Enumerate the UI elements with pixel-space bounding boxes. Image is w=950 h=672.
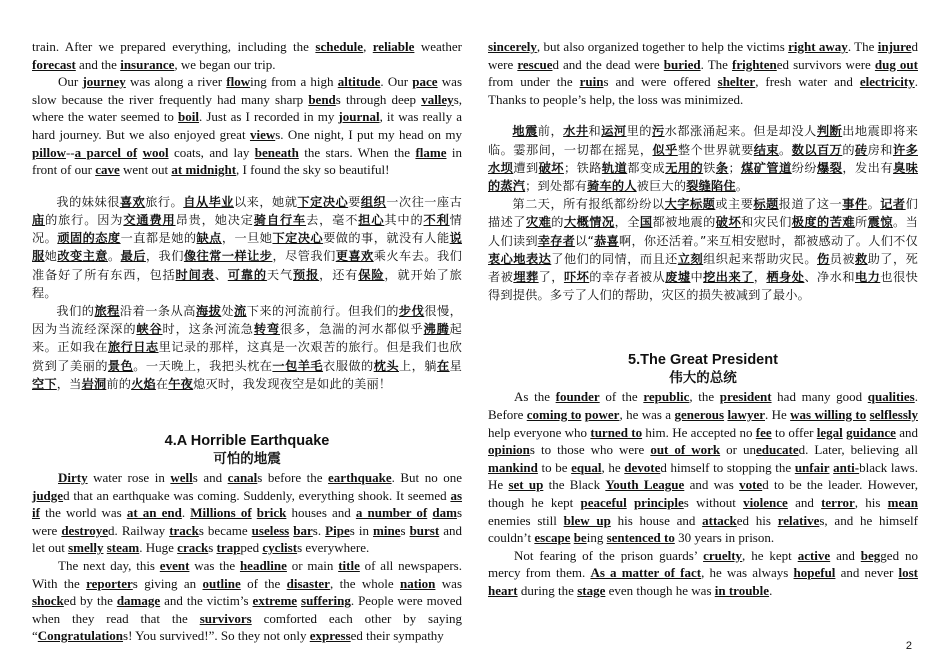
vocab-term: 像往常一样让步 bbox=[183, 249, 273, 264]
vocab-term: principle bbox=[633, 494, 684, 510]
story4-english-continuation: sincerely, but also organized together to help the victims right away. The injured were rescued and the dead were buried. The frightened survivors were dug out from under the ruins and were offered shelter, fresh water and electricity. Thanks to people’s help, the loss was minimized. bbox=[488, 39, 918, 107]
vocab-term: damage bbox=[116, 593, 161, 609]
vocab-term: 国 bbox=[639, 215, 653, 230]
vocab-term: well bbox=[170, 469, 193, 485]
vocab-term: 判断 bbox=[816, 124, 843, 139]
vocab-term: schedule bbox=[315, 39, 364, 54]
vocab-term: Dirty bbox=[58, 469, 88, 485]
vocab-term: canal bbox=[227, 469, 258, 485]
vocab-term: out of work bbox=[650, 442, 721, 458]
vocab-term: 吓坏 bbox=[563, 270, 590, 284]
vocab-term: 电力 bbox=[854, 270, 881, 284]
vocab-term: useless bbox=[251, 522, 290, 538]
vocab-term: Congratulation bbox=[37, 628, 124, 644]
vocab-term: mean bbox=[887, 494, 919, 510]
vocab-term: 破坏 bbox=[715, 215, 742, 230]
vocab-term: valley bbox=[421, 91, 454, 107]
vocab-term: 最后 bbox=[120, 249, 146, 264]
vocab-term: a number of bbox=[355, 505, 428, 521]
vocab-term: bar bbox=[293, 522, 313, 538]
vocab-term: at midnight bbox=[171, 162, 237, 178]
vocab-term: 立刻 bbox=[677, 251, 704, 266]
vocab-term: injure bbox=[877, 39, 912, 54]
vocab-term: 数以百万 bbox=[791, 142, 843, 157]
vocab-term: 不利 bbox=[423, 212, 450, 227]
vocab-term: express bbox=[309, 628, 351, 644]
vocab-term: 改变主意 bbox=[57, 249, 108, 264]
vocab-term: pillow bbox=[32, 144, 66, 160]
story5-chinese-title: 伟大的总统 bbox=[669, 370, 737, 387]
vocab-term: at an end bbox=[126, 505, 182, 521]
vocab-term: rescue bbox=[517, 56, 553, 72]
vocab-term: 更喜欢 bbox=[335, 249, 374, 264]
vocab-term: Millions of bbox=[190, 505, 252, 521]
vocab-term: 许多水坝 bbox=[488, 142, 918, 175]
vocab-term: 极度的苦难 bbox=[791, 215, 855, 230]
vocab-term: 挖出来了 bbox=[703, 270, 754, 284]
vocab-term: 破坏 bbox=[538, 160, 564, 175]
vocab-term: dug out bbox=[874, 56, 918, 72]
vocab-term: 在 bbox=[436, 358, 450, 373]
story4-title: 4.A Horrible Earthquake bbox=[164, 432, 330, 449]
vocab-term: 臭味的蒸汽 bbox=[488, 160, 919, 193]
vocab-term: lawyer bbox=[727, 407, 765, 422]
vocab-term: 旅行日志 bbox=[107, 340, 159, 355]
vocab-term: right away bbox=[788, 39, 848, 54]
vocab-term: 运河 bbox=[601, 124, 627, 139]
vocab-term: 埋葬 bbox=[513, 270, 539, 284]
vocab-term: cave bbox=[95, 162, 120, 178]
right-column bbox=[488, 38, 918, 600]
vocab-term: bend bbox=[308, 91, 336, 107]
vocab-term: 担心 bbox=[358, 212, 385, 227]
vocab-term: legal bbox=[816, 424, 843, 440]
vocab-term: 地震 bbox=[512, 124, 538, 139]
vocab-term: 裂缝陷住 bbox=[686, 178, 736, 193]
vocab-term: 步伐 bbox=[398, 303, 425, 318]
vocab-term: vote bbox=[739, 477, 763, 493]
vocab-term: brick bbox=[256, 505, 287, 521]
vocab-term: 污 bbox=[651, 124, 665, 139]
story3-chinese-paragraph-2: 我们的旅程沿着一条从高海拔处流下来的河流前行。但我们的步伐很慢，因为当流经深深的峡谷时，这条河流急转弯很多，急湍的河水都似乎沸腾起来。正如我在旅行日志里记录的那样，这真是一次艰苦的旅行。但是我们也欣赏到了美丽的景色。一天晚上，我把头枕在一包羊毛衣服做的枕头上，躺在星空下，当岩洞前的火焰在午夜熄灭时，我发现夜空是如此的美丽！ bbox=[32, 303, 463, 391]
vocab-term: opinion bbox=[488, 442, 530, 458]
vocab-term: heart bbox=[488, 582, 518, 598]
vocab-term: 记者 bbox=[880, 197, 906, 212]
story4-english-paragraph-2: The next day, this event was the headline or main title of all newspapers. With the reporters giving an outline of the disaster, the whole nation was shocked by the damage and the victim’s extreme suffering. People were moved when they read that the survivors comforted each other by saying “Congratulations! You survived!”. So they not only expressed their sympathy bbox=[32, 557, 463, 644]
vocab-term: 骑车的人 bbox=[587, 178, 637, 193]
vocab-term: 标题 bbox=[753, 197, 779, 212]
vocab-term: disaster bbox=[286, 575, 330, 591]
story4-english-paragraph-1: Dirty water rose in wells and canals before the earthquake. But no one judged that an earthquake was coming. Suddenly, everything shook. It seemed as if the world was at an end. Millions of brick houses and a number of dams were destroyed. Railway tracks became useless bars. Pipes in mines burst and let out smelly steam. Huge cracks trapped cyclists everywhere. bbox=[32, 469, 463, 556]
vocab-term: extreme bbox=[252, 593, 298, 609]
vocab-term: peaceful bbox=[580, 494, 627, 510]
vocab-term: electricity bbox=[859, 74, 915, 90]
vocab-term: 幸存者 bbox=[537, 233, 576, 248]
vocab-term: 枕头 bbox=[373, 358, 399, 373]
vocab-term: 旅程 bbox=[94, 303, 120, 318]
vocab-term: 大字标题 bbox=[664, 197, 716, 212]
vocab-term: 煤矿管道 bbox=[740, 160, 792, 175]
vocab-term: was willing to bbox=[790, 407, 867, 422]
vocab-term: 大概情况 bbox=[563, 215, 615, 230]
story4-chinese-paragraph-2: 第二天，所有报纸都纷纷以大字标题或主要标题报道了这一事件。记者们描述了灾难的大概情况，全国都被地震的破坏和灾民们极度的苦难所震惊。当人们读到幸存者以“恭喜啊，你还活着。”来互相安慰时，都被感动了。人们不仅衷心地表达了他们的同情，而且还立刻组织起来帮助灾民。伤员被救助了，死者被埋葬了，吓坏的幸存者被从废墟中挖出来了，栖身处、净水和电力也很快得到提供。多亏了人们的帮助，灾区的损失被减到了最小。 bbox=[488, 197, 919, 303]
vocab-term: violence bbox=[743, 494, 788, 510]
vocab-term: coming to bbox=[526, 407, 582, 422]
story5-title: 5.The Great President bbox=[628, 352, 778, 369]
vocab-term: reporter bbox=[86, 575, 133, 591]
story3-chinese-paragraph-1: 我的妹妹很喜欢旅行。自从毕业以来，她就下定决心要组织一次往一座古庙的旅行。因为交通费用昂贵，她决定骑自行车去，毫不担心其中的不利情况。顽固的态度一直都是她的缺点，一旦她下定决心要做的事，就没有人能说服她改变主意。最后，我们像往常一样让步，尽管我们更喜欢乘火车去。我们准备好了所有东西，包括时间表、可靠的天气预报，还有保险，就开始了旅程。 bbox=[32, 194, 463, 300]
vocab-term: 沸腾 bbox=[423, 322, 450, 337]
vocab-term: relative bbox=[777, 512, 820, 528]
vocab-term: terror bbox=[821, 494, 855, 510]
vocab-term: 震惊 bbox=[867, 215, 893, 230]
story5-english-paragraph-1: As the founder of the republic, the president had many good qualities. Before coming to power, he was a generous lawyer. He was willing to selflessly help everyone who turned to him. He accepted no fee to offer legal guidance and opinions to those who were out of work or uneducated. Later, believing all mankind to be equal, he devoted himself to stopping the unfair anti-black laws. He set up the Black Youth League and was voted to be the leader. However, though he kept peaceful principles without violence and terror, his mean enemies still blew up his house and attacked his relatives, and he himself couldn’t escape being sentenced to 30 years in prison. bbox=[488, 389, 919, 546]
vocab-term: journal bbox=[338, 109, 380, 125]
vocab-term: insurance bbox=[120, 56, 175, 72]
vocab-term: founder bbox=[555, 389, 600, 405]
vocab-term: 废墟 bbox=[665, 270, 691, 284]
vocab-term: power bbox=[584, 407, 620, 422]
vocab-term: president bbox=[719, 389, 772, 405]
vocab-term: destroye bbox=[61, 522, 109, 538]
vocab-term: ruin bbox=[579, 74, 604, 90]
vocab-term: title bbox=[338, 557, 360, 573]
vocab-term: 伤 bbox=[817, 251, 830, 266]
vocab-term: Youth League bbox=[605, 477, 685, 493]
vocab-term: 结束 bbox=[753, 142, 780, 157]
vocab-term: 午夜 bbox=[168, 376, 194, 391]
vocab-term: lost bbox=[898, 565, 919, 581]
vocab-term: dam bbox=[432, 505, 457, 521]
vocab-term: 下定决心 bbox=[272, 231, 324, 246]
vocab-term: buried bbox=[663, 56, 701, 72]
vocab-term: 水井 bbox=[563, 124, 589, 139]
vocab-term: 缺点 bbox=[196, 231, 222, 246]
vocab-term: 岩洞 bbox=[81, 376, 107, 391]
vocab-term: cruelty bbox=[703, 547, 743, 563]
vocab-term: 流 bbox=[234, 303, 247, 318]
left-column bbox=[32, 38, 462, 645]
vocab-term: fee bbox=[755, 424, 772, 440]
vocab-term: 下定决心 bbox=[297, 194, 349, 209]
vocab-term: 交通费用 bbox=[123, 212, 176, 227]
story4-chinese-paragraph-1: 地震前，水井和运河里的污水都涨涌起来。但是却没人判断出地震即将来临。霎那间，一切都在摇晃，似乎整个世界就要结束。数以百万的砖房和许多水坝遭到破坏；铁路轨道都变成无用的铁条；煤矿管道纷纷爆裂，发出有臭味的蒸汽；到处都有骑车的人被巨大的裂缝陷住。 bbox=[488, 124, 919, 193]
vocab-term: frighten bbox=[731, 56, 777, 72]
vocab-term: set up bbox=[508, 477, 544, 493]
vocab-term: devote bbox=[624, 459, 661, 475]
vocab-term: qualities bbox=[867, 389, 915, 405]
vocab-term: 砖 bbox=[854, 142, 868, 157]
vocab-term: event bbox=[159, 557, 190, 573]
story4-chinese-title: 可怕的地震 bbox=[213, 450, 281, 467]
vocab-term: shock bbox=[32, 593, 64, 609]
vocab-term: suffering bbox=[301, 593, 351, 609]
vocab-term: 骑自行车 bbox=[253, 212, 307, 227]
vocab-term: republic bbox=[643, 389, 690, 405]
vocab-term: 似乎 bbox=[652, 142, 678, 157]
vocab-term: 无用的 bbox=[665, 160, 704, 175]
page-number: 2 bbox=[905, 640, 912, 652]
vocab-term: 救 bbox=[855, 251, 868, 266]
vocab-term: cyclist bbox=[262, 540, 298, 556]
vocab-term: in trouble bbox=[714, 582, 770, 598]
vocab-term: flow bbox=[226, 74, 251, 90]
vocab-term: beg bbox=[860, 547, 881, 563]
vocab-term: hopeful bbox=[793, 565, 836, 581]
vocab-term: generous bbox=[674, 407, 725, 422]
vocab-term: 轨道 bbox=[601, 160, 628, 175]
vocab-term: view bbox=[249, 126, 276, 142]
vocab-term: trap bbox=[216, 540, 241, 556]
vocab-term: outline bbox=[202, 575, 241, 591]
vocab-term: 火焰 bbox=[131, 376, 156, 391]
vocab-term: escape bbox=[534, 530, 571, 546]
story5-english-paragraph-2: Not fearing of the prison guards’ cruelty, he kept active and begged no mercy from them. As a matter of fact, he was always hopeful and never lost heart during the stage even though he was in trouble. bbox=[488, 547, 919, 598]
vocab-term: 可靠的 bbox=[227, 267, 267, 282]
vocab-term: shelter bbox=[717, 74, 756, 90]
vocab-term: equal bbox=[571, 459, 602, 475]
vocab-term: judge bbox=[32, 487, 64, 503]
vocab-term: 喜欢 bbox=[119, 194, 146, 209]
vocab-term: 说服 bbox=[32, 231, 463, 264]
vocab-term: stage bbox=[577, 582, 606, 598]
vocab-term: active bbox=[797, 547, 831, 563]
vocab-term: 爆裂 bbox=[817, 160, 843, 175]
vocab-term: Pipe bbox=[325, 522, 350, 538]
vocab-term: boil bbox=[178, 109, 199, 125]
vocab-term: sincerely bbox=[488, 39, 537, 54]
vocab-term: altitude bbox=[337, 74, 381, 90]
vocab-term: educate bbox=[756, 442, 799, 458]
vocab-term: as if bbox=[32, 487, 462, 521]
vocab-term: 灾难 bbox=[525, 215, 552, 230]
vocab-term: 栖身处 bbox=[766, 270, 805, 284]
vocab-term: journey bbox=[82, 74, 126, 90]
vocab-term: wool bbox=[142, 144, 169, 160]
vocab-term: selflessly bbox=[869, 407, 918, 422]
vocab-term: anti- bbox=[833, 459, 860, 475]
vocab-term: 海拔 bbox=[195, 303, 222, 318]
vocab-term: 衷心地表达 bbox=[488, 251, 552, 266]
vocab-term: mankind bbox=[488, 459, 538, 475]
vocab-term: headline bbox=[239, 557, 287, 573]
vocab-term: 景色 bbox=[107, 358, 134, 373]
vocab-term: 顽固的态度 bbox=[57, 231, 121, 246]
vocab-term: 预报 bbox=[293, 267, 320, 282]
vocab-term: a parcel of bbox=[74, 144, 138, 160]
vocab-term: 一包羊毛 bbox=[272, 358, 324, 373]
vocab-term: 峡谷 bbox=[136, 322, 163, 337]
vocab-term: attack bbox=[702, 512, 737, 528]
vocab-term: survivors bbox=[199, 610, 252, 626]
vocab-term: smelly bbox=[68, 540, 104, 556]
vocab-term: nation bbox=[400, 575, 436, 591]
vocab-term: 自从毕业 bbox=[183, 194, 234, 209]
vocab-term: steam bbox=[106, 540, 140, 556]
vocab-term: pace bbox=[412, 74, 438, 90]
vocab-term: 庙 bbox=[32, 212, 46, 227]
vocab-term: 恭喜 bbox=[594, 233, 619, 248]
vocab-term: track bbox=[169, 522, 199, 538]
vocab-term: forecast bbox=[32, 56, 76, 72]
vocab-term: burst bbox=[409, 522, 440, 538]
vocab-term: reliable bbox=[372, 39, 415, 54]
vocab-term: sentenced to bbox=[606, 530, 675, 546]
vocab-term: blew up bbox=[563, 512, 611, 528]
vocab-term: beneath bbox=[254, 144, 299, 160]
vocab-term: 空下 bbox=[32, 376, 57, 391]
vocab-term: flame bbox=[415, 144, 447, 160]
story3-english-continuation: train. After we prepared everything, including the schedule, reliable weather forecast and the insurance, we began our trip. bbox=[32, 39, 462, 72]
vocab-term: 组织 bbox=[360, 194, 387, 209]
vocab-term: 条 bbox=[715, 160, 729, 175]
vocab-term: unfair bbox=[794, 459, 830, 475]
vocab-term: be bbox=[573, 530, 587, 546]
vocab-term: 事件 bbox=[842, 197, 868, 212]
vocab-term: As a matter of fact bbox=[590, 565, 702, 581]
vocab-term: guidance bbox=[846, 424, 896, 440]
vocab-term: crack bbox=[177, 540, 209, 556]
vocab-term: 转弯 bbox=[253, 322, 280, 337]
story3-english-paragraph: Our journey was along a river flowing from a high altitude. Our pace was slow because the river frequently had many sharp bends through deep valleys, where the water seemed to boil. Just as I recorded in my journal, it was really a hard journey. But we also enjoyed great views. One night, I put my head on my pillow--a parcel of wool coats, and lay beneath the stars. When the flame in front of our cave went out at midnight, I found the sky so beautiful! bbox=[32, 74, 463, 178]
vocab-term: 保险 bbox=[358, 267, 385, 282]
vocab-term: mine bbox=[373, 522, 401, 538]
vocab-term: 时间表 bbox=[175, 267, 215, 282]
vocab-term: turned to bbox=[590, 424, 643, 440]
vocab-term: earthquake bbox=[328, 469, 392, 485]
